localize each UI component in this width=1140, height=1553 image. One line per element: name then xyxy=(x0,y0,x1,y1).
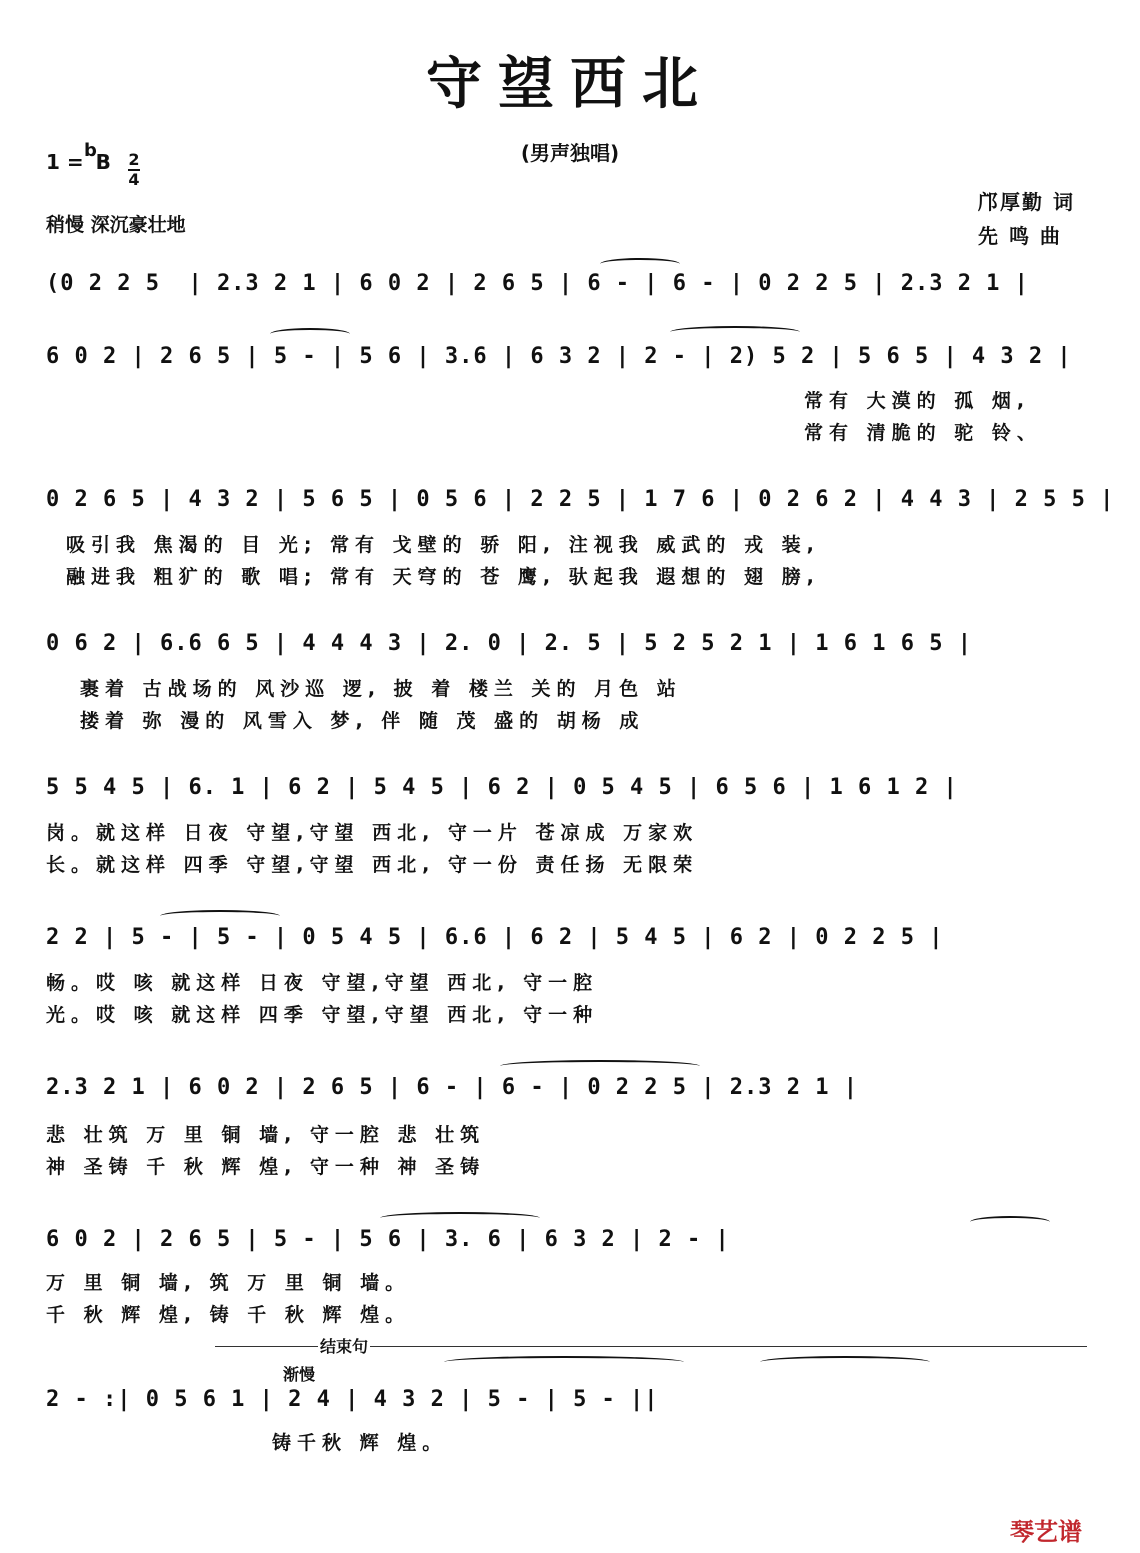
slur-mark xyxy=(444,1356,684,1368)
lyrics-row-7a: 悲 壮筑 万 里 铜 墙, 守一腔 悲 壮筑 xyxy=(46,1124,486,1146)
notation-row-3: 0 2 6 5 | 4 3 2 | 5 6 5 | 0 5 6 | 2 2 5 | 1 7 6 | 0 2 6 2 | 4 4 3 | 2 5 5 | xyxy=(46,487,1115,512)
lyrics-row-7b: 神 圣铸 千 秋 辉 煌, 守一种 神 圣铸 xyxy=(46,1156,486,1178)
lyrics-row-2a: 常有 大漠的 孤 烟, xyxy=(804,390,1031,412)
lyrics-row-6a: 畅。哎 咳 就这样 日夜 守望,守望 西北, 守一腔 xyxy=(46,972,599,994)
notation-row-8: 6 0 2 | 2 6 5 | 5 - | 5 6 | 3. 6 | 6 3 2 | 2 - | xyxy=(46,1227,730,1252)
slur-mark xyxy=(760,1356,930,1368)
score-title: 守望西北 xyxy=(426,51,714,117)
lyrics-row-9: 铸千秋 辉 煌。 xyxy=(272,1432,448,1454)
notation-row-5: 5 5 4 5 | 6. 1 | 6 2 | 5 4 5 | 6 2 | 0 5 4 5 | 6 5 6 | 1 6 1 2 | xyxy=(46,775,958,800)
lyrics-row-5b: 长。就这样 四季 守望,守望 西北, 守一份 责任扬 无限荣 xyxy=(46,854,699,876)
key-signature xyxy=(46,140,111,174)
notation-row-7: 2.3 2 1 | 6 0 2 | 2 6 5 | 6 - | 6 - | 0 2 2 5 | 2.3 2 1 | xyxy=(46,1075,858,1100)
key-label: 1 = xyxy=(46,150,84,174)
lyrics-row-3b: 融进我 粗犷的 歌 唱; 常有 天穹的 苍 鹰, 驮起我 遐想的 翅 膀, xyxy=(66,566,820,588)
slur-mark xyxy=(160,910,280,922)
lyrics-row-2b: 常有 清脆的 驼 铃、 xyxy=(804,422,1042,444)
notation-row-2: 6 0 2 | 2 6 5 | 5 - | 5 6 | 3.6 | 6 3 2 | 2 - | 2) 5 2 | 5 6 5 | 4 3 2 | xyxy=(46,344,1072,369)
key-note: B xyxy=(95,150,111,174)
tempo-marking: 稍慢 深沉豪壮地 xyxy=(46,214,186,236)
time-bottom: 4 xyxy=(128,170,140,189)
lyricist-credit: 邝厚勤 词 xyxy=(978,190,1075,214)
lyrics-row-3a: 吸引我 焦渴的 目 光; 常有 戈壁的 骄 阳, 注视我 威武的 戎 装, xyxy=(66,534,820,556)
logo-text: 琴艺谱 xyxy=(1010,1518,1082,1546)
time-top: 2 xyxy=(128,150,140,169)
score-subtitle: (男声独唱) xyxy=(520,141,620,165)
lyrics-row-5a: 岗。就这样 日夜 守望,守望 西北, 守一片 苍凉成 万家欢 xyxy=(46,822,699,844)
slur-mark xyxy=(670,326,800,338)
lyrics-row-8a: 万 里 铜 墙, 筑 万 里 铜 墙。 xyxy=(46,1272,411,1294)
time-signature xyxy=(128,152,140,188)
lyrics-row-8b: 千 秋 辉 煌, 铸 千 秋 辉 煌。 xyxy=(46,1304,411,1326)
notation-row-6: 2 2 | 5 - | 5 - | 0 5 4 5 | 6.6 | 6 2 | 5 4 5 | 6 2 | 0 2 2 5 | xyxy=(46,925,944,950)
ritardando-marking: 渐慢 xyxy=(283,1365,316,1384)
slur-mark xyxy=(970,1216,1050,1228)
flat-sign: b xyxy=(84,140,97,161)
notation-row-4: 0 6 2 | 6.6 6 5 | 4 4 4 3 | 2. 0 | 2. 5 | 5 2 5 2 1 | 1 6 1 6 5 | xyxy=(46,631,972,656)
notation-row-1: (0 2 2 5 | 2.3 2 1 | 6 0 2 | 2 6 5 | 6 - | 6 - | 0 2 2 5 | 2.3 2 1 | xyxy=(46,271,1029,296)
lyrics-row-4a: 裹着 古战场的 风沙巡 逻, 披 着 楼兰 关的 月色 站 xyxy=(80,678,682,700)
slur-mark xyxy=(600,258,680,270)
lyrics-row-4b: 搂着 弥 漫的 风雪入 梦, 伴 随 茂 盛的 胡杨 成 xyxy=(80,710,645,732)
composer-credit: 先 鸣 曲 xyxy=(978,224,1062,248)
slur-mark xyxy=(500,1060,700,1072)
notation-row-9: 2 - :| 0 5 6 1 | 2 4 | 4 3 2 | 5 - | 5 - || xyxy=(46,1387,659,1412)
lyrics-row-6b: 光。哎 咳 就这样 四季 守望,守望 西北, 守一种 xyxy=(46,1004,599,1026)
slur-mark xyxy=(380,1212,540,1224)
site-logo xyxy=(1010,1512,1082,1547)
slur-mark xyxy=(270,328,350,340)
ending-label: 结束句 xyxy=(318,1334,370,1357)
